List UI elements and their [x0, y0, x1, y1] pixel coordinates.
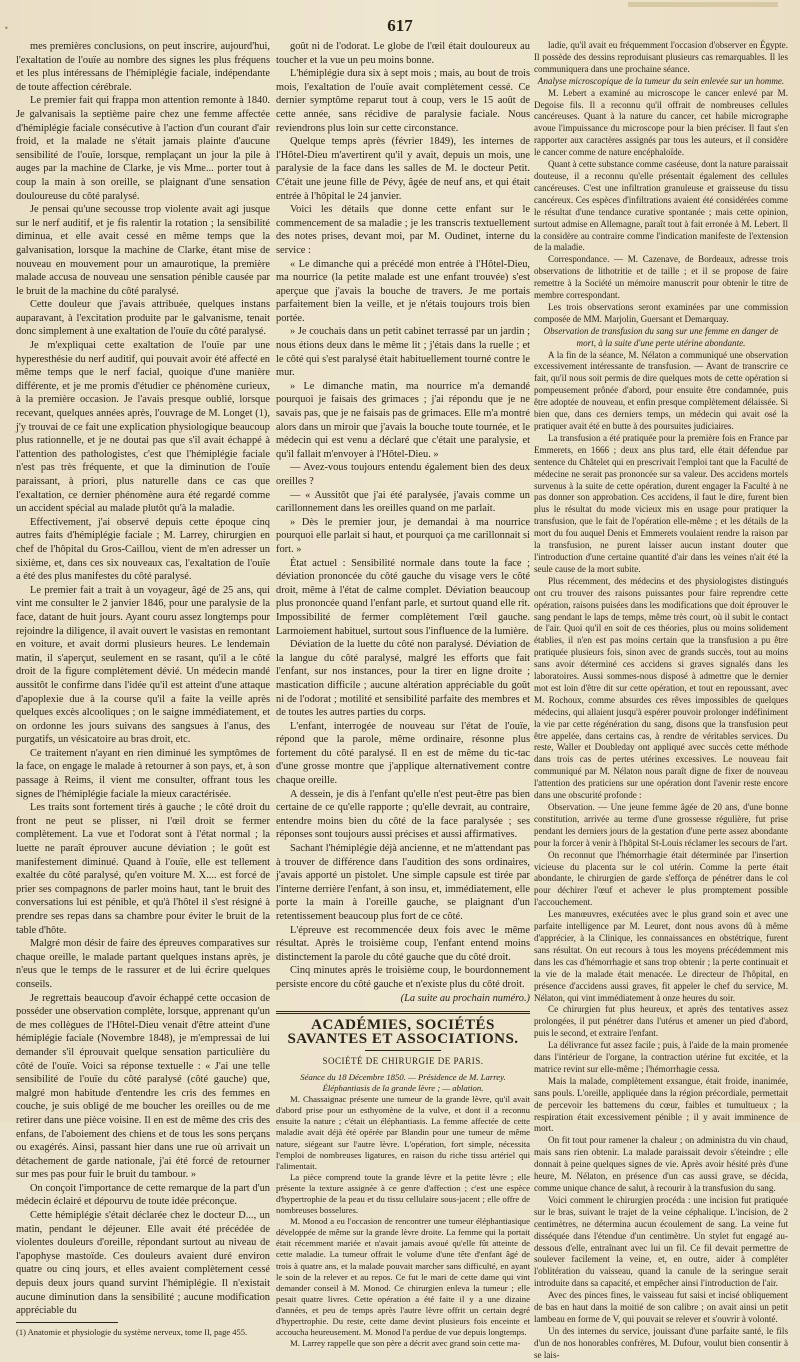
subject-title: Éléphantiasis de la grande lèvre ; — ablation. — [322, 1083, 484, 1094]
scan-mark: • — [4, 24, 9, 33]
paragraph: Quant à cette substance comme caséeuse, dont la nature paraissait douteuse, il a reconnu qu'elle présentait également des cellules cancéreuses. C'est une infiltration granuleuse et graisseuse du tissu cancéreux. Ces espèces d'infiltrations avaient été considérées comme le résultat d'une tendance curative spontanée ; mais cette opinion, surtout admise en Allemagne, paraît tout à fait erronée à M. Lebert. Il la considère au contraire comme l'indication manifeste de l'extension de la maladie. — [534, 159, 788, 253]
paragraph: La pièce comprend toute la grande lèvre et la petite lèvre ; elle présente la texture assignée à ce genre d'affection ; c'est une espèce d'hypertrophie de la peau et du tissu cellulaire sous-jacent ; elle offre de nombreuses bosselures. — [276, 1171, 530, 1216]
paragraph: » Je couchais dans un petit cabinet terrassé par un jardin ; nous étions deux dans le même lit ; j'étais dans la ruelle ; et le côté qui s'est paralysé était habituellement tourné contre le mur. — [276, 326, 530, 379]
paragraph: Voici les détails que donne cette enfant sur le commencement de sa maladie ; je les transcris textuellement des notes prises, devant moi, par M. Oudinet, interne du service : — [276, 204, 530, 256]
column-right — [534, 40, 788, 1360]
paragraph: Cette hémiplégie s'était déclarée chez le docteur D..., un matin, pendant le déjeuner. Elle avait été précédée de violentes douleurs d'oreille, répondant surtout au niveau de l'apophyse mastoïde. Ces douleurs avaient duré environ quatre ou cinq jours, et elles avaient complètement cessé depuis deux jours quand survint l'hémiplégie. Il n'existait aucune diminution dans la sensibilité ; aucune modification appréciable du — [16, 1210, 270, 1317]
paragraph: Ce chirurgien fut plus heureux, et après des tentatives assez prolongées, il put pénétrer dans l'utérus et amener un pied d'abord, puis le second, et extraire l'enfant. — [534, 1004, 788, 1039]
paragraph: L'hémiplégie dura six à sept mois ; mais, au bout de trois mois, l'exaltation de l'ouïe avait complètement cessé. Ce dernier symptôme reparut tout à coup, vers le 15 août de cette année, sans récidive de paralysie faciale. Nous reviendrons plus loin sur cette circonstance. — [276, 68, 530, 134]
paragraph: Plus récemment, des médecins et des physiologistes distingués ont cru trouver des raisons puissantes pour faire reprendre cette opération, raisons puisées dans les modifications que doit éprouver le sang pendant le laps de temps, même très court, où il subit le contact de l'air. Quoi qu'il en soit de ces théories, plus ou moins solidement établies, il n'en est pas moins certain que la transfusion a pu être pratiquée plusieurs fois, sinon avec de grands succès, tout au moins sans avoir déterminé ces accidens si graves signalés dans les laboratoires. Aussi sommes-nous disposé à admettre que le dernier mot est loin d'être dit sur cette opération, et tout en repoussant, avec M. Rochoux, comme absurdes ces rêves impossibles de quelques médecins, qui allaient jusqu'à espérer pouvoir prolonger indéfiniment la vie par cette régénération du sang, disons que la transfusion peut être appelée, dans certains cas, à rendre de véritables services. Du reste, Waller et Doubleday ont appliqué avec succès cette méthode dans trois cas de pertes utérines excessives. Le nouveau fait communiqué par M. Nélaton nous paraît digne de fixer de nouveau l'attention des praticiens sur une opération dont l'avenir reste encore dans une obscurité profonde : — [534, 575, 788, 801]
continuation-note: (La suite au prochain numéro.) — [400, 992, 530, 1004]
paragraph: Déviation de la luette du côté non paralysé. Déviation de la langue du côté paralysé, malgré les efforts que fait l'enfant, sur nos instances, pour la tirer en ligne droite ; mastication difficile ; aucune altération appréciable du goût ni de l'odorat ; motilité et sensibilité parfaite des membres et de toutes les autres parties du corps. — [276, 639, 530, 719]
paragraph: A la fin de la séance, M. Nélaton a communiqué une observation excessivement intéressante de transfusion. — Avant de transcrire ce fait, qu'il nous soit permis de dire quelques mots de cette opération si pompeusement prônée d'abord, pour ensuite être condamnée, puis être adoptée de nouveau, et enfin presque complètement délaissée. Si bien que, dans ces derniers temps, un médecin qui avait osé la pratiquer avait été en butte à des poursuites judiciaires. — [534, 349, 788, 431]
paragraph: M. Chassaignac présente une tumeur de la grande lèvre, qu'il avait d'abord prise pour un esthyomène de la vulve, et dont il a reconnu ensuite la nature ; c'était un éléphantiasis. La femme affectée de cette maladie avait déjà été opérée par Blandin pour une tumeur de même nature, siégeant sur l'autre lèvre. L'opération, fort simple, nécessita l'emploi de nombreuses ligatures, en raison du riche tissu artériel qui l'alimentait. — [276, 1094, 530, 1171]
paragraph: Je regrettais beaucoup d'avoir échappé cette occasion de posséder une observation complète, lorsque, apprenant qu'un de mes collègues de l'Hôtel-Dieu venait d'être atteint d'une hémiplégie faciale (Novembre 1848), je m'empressai de lui demander s'il éprouvait quelque sensation particulière du côté de l'ouïe. Voici sa réponse textuelle : « J'ai une telle sensibilité de l'ouïe du côté paralysé (côté gauche) que, malgré mon habitude d'entendre les cris des femmes en couche, je suis obligé de me boucher les oreilles ou de me retirer dans une pièce voisine. Il en est de même des cris des enfans, de l'aboiement des chiens et de tous les sons perçans ou exagérés. Ainsi, passant hier dans une rue où arrivait un détachement de garde nationale, j'ai été forcé de retourner sur mes pas pour fuir le bruit du tambour. » — [16, 992, 270, 1181]
footnote-rule — [16, 1322, 118, 1323]
paragraph: Un des internes du service, jouissant d'une parfaite santé, le fils d'un de nos honorables confrères, M. Dufour, voulut bien consentir à se lais- — [534, 1325, 788, 1360]
column-left — [16, 40, 270, 1337]
paragraph: Correspondance. — M. Cazenave, de Bordeaux, adresse trois observations de lithotritie et de taille ; et il se propose de faire remettre à la Société un mémoire manuscrit pour obtenir le titre de membre correspondant. — [534, 254, 788, 301]
paragraph: Les trois observations seront examinées par une commission composée de MM. Marjolin, Guersant et Demarquay. — [534, 301, 788, 324]
paragraph: ladie, qu'il avait eu fréquemment l'occasion d'observer en Égypte. Il possède des dessins reproduisant plusieurs cas remarquables. Il les communiquera dans une prochaine séance. — [534, 40, 788, 74]
paragraph: Les manœuvres, exécutées avec le plus grand soin et avec une parfaite intelligence par M. Leuret, dont nous avons dû à même d'apprécier, à la Clinique, les connaissances en obstétrique, furent sans résultat. On eut recours à tous les moyens précédemment mis dans les cas d'hémorrhagie et sans trop obtenir ; la perte continuait et la vie de la malade était menacée. Le directeur de l'hôpital, en présence d'accidens aussi graves, fit appeler le chef du service, M. Nélaton, qui vint immédiatement à onze heures du soir. — [534, 909, 788, 1003]
paragraph: Voici comment le chirurgien procéda : une incision fut pratiquée sur le bras, suivant le trajet de la veine céphalique. L'incision, de 2 centimètres, ne détermina aucun écoulement de sang. La veine fut disséquée dans l'étendue d'un centimètre. Un stylet fut engagé au-dessous d'elle, entraînant avec lui un fil. Ce fil devait permettre de soulever facilement la veine, et, en outre, aider à compléter l'oblitération du vaisseau, quand la canule de la seringue serait introduite dans sa capacité, et empêcher ainsi l'introduction de l'air. — [534, 1194, 788, 1289]
paragraph: Mais la malade, complètement exsangue, était froide, inanimée, sans pouls. L'oreille, appliquée dans la région précordiale, permettait de percevoir les battemens du cœur, faibles et tumultueux ; la respiration était excessivement pénible ; il y avait imminence de mort. — [534, 1075, 788, 1134]
page-number: 617 — [387, 16, 413, 35]
paragraph: Je pensai qu'une secousse trop violente avait agi jusque sur le nerf auditif, et je fis ralentir la rotation ; la sensibilité diminua, et elle avait cessé en même temps que la galvanisation, lorsque la machine de Clarke, étant mise de nouveau en mouvement pour un amaurotique, la première malade accusa de nouveau une sensation pénible causée par le bruit de la machine du côté paralysé. — [16, 204, 270, 297]
paragraph: Sachant l'hémiplégie déjà ancienne, et ne m'attendant pas à trouver de différence dans l'audition des sons ordinaires, j'avais apporté un pistolet. Une simple capsule est tirée par l'interne derrière l'enfant, à son insu, et, immédiatement, elle porte la main à l'oreille gauche, se plaignant d'un retentissement beaucoup plus fort de ce côté. — [276, 843, 530, 922]
subheading: Analyse microscopique de la tumeur du sein enlevée sur un homme. — [537, 75, 785, 86]
paragraph: » Le dimanche matin, ma nourrice m'a demandé pourquoi je faisais des grimaces ; j'ai répondu que je ne savais pas, que je ne faisais pas de grimaces. Elle m'a montré alors dans un miroir que j'avais la bouche toute tournée, et le médecin qui est venu a déclaré que c'était une paralysie, et qu'il fallait m'envoyer à l'Hôtel-Dieu. » — [276, 380, 530, 460]
column-middle — [276, 40, 530, 1349]
paragraph: Avec des pinces fines, le vaisseau fut saisi et incisé obliquement de bas en haut dans la moitié de son calibre ; on avait ainsi un petit lambeau en forme de V, qui pouvait se relever et s'ouvrir à volonté. — [534, 1290, 788, 1324]
paragraph: Cinq minutes après le troisième coup, le bourdonnement persiste encore du côté gauche et n'existe plus du côté droit. — [276, 965, 530, 990]
meeting-line: Séance du 18 Décembre 1850. — Présidence de M. Larrey. — [300, 1071, 506, 1082]
paragraph: On reconnut que l'hémorrhagie était déterminée par l'insertion vicieuse du placenta sur le col utérin. Comme la perte était abondante, le chirurgien de garde s'efforça de pénétrer dans le col pour déchirer l'œuf et achever le plus promptement possible l'accouchement. — [534, 849, 788, 908]
paragraph: M. Monod a eu l'occasion de rencontrer une tumeur éléphantiasique développée de même sur la grande lèvre droite. La femme qui la portait était récemment mariée et n'avait jamais avoué qu'elle fût atteinte de cette maladie. La tumeur offrait le volume d'une tête d'enfant âgé de trois à quatre ans, et la malade pouvait marcher sans difficulté, en ayant le soin de la relever et au repos. Ce fut le mari de cette dame qui vint demander conseil à M. Monod. Ce chirurgien enleva la tumeur ; elle pesait quatre livres. Cette opération a été faite il y a une dizaine d'années, et peu de temps après l'autre lèvre offrit un certain degré d'hypertrophie. Du reste, cette dame devint plusieurs fois enceinte et accoucha heureusement. M. Monod l'a perdue de vue depuis longtemps. — [276, 1216, 530, 1338]
scan-edge-mark — [628, 2, 778, 7]
paragraph: Observation. — Une jeune femme âgée de 20 ans, d'une bonne constitution, arrivée au terme d'une grossesse régulière, fut prise pendant les derniers jours de la gestation d'une perte assez abondante pour la forcer à venir à l'hôpital St-Louis réclamer les secours de l'art. — [534, 802, 788, 848]
paragraph: » Dès le premier jour, je demandai à ma nourrice pourquoi elle parlait si haut, et pourquoi ça me carillonnait si fort. » — [276, 516, 530, 555]
paragraph: — Avez-vous toujours entendu également bien des deux oreilles ? — [276, 462, 530, 487]
paragraph: Le premier fait qui frappa mon attention remonte à 1840. Je galvanisais la septième paire chez une femme affectée d'hémiplégie faciale consécutive à l'action d'un courant d'air froid, et la malade ne s'était jamais plainte d'aucune sensibilité de l'ouïe, lorsque, remplaçant un jour la pile à auges par la machine de Clarke, je vis Mme... porter tout à coup la main à son oreille, se plaignant d'une sensation douloureuse du côté paralysé. — [16, 95, 270, 202]
footnote: (1) Anatomie et physiologie du système nerveux, tome II, page 455. — [16, 1326, 248, 1337]
section-title: ACADÉMIES, SOCIÉTÉS SAVANTES ET ASSOCIATIONS. — [287, 1017, 519, 1047]
paragraph: Malgré mon désir de faire des épreuves comparatives sur chaque oreille, le malade partant quelques instans après, je n'eus que le temps de le rassurer et de lui écrire quelques conseils. — [16, 938, 270, 990]
paragraph: Les traits sont fortement tirés à gauche ; le côté droit du front ne peut se plisser, ni l'œil droit se fermer complètement. La vue et l'odorat sont à l'état normal ; la luette ne paraît éprouver aucune déviation ; le goût est manifestement diminué. Quand à l'ouïe, elle est tellement exaltée du côté paralysé, qu'en voiture M. X.... est forcé de prier ses compagnons de parler moins haut, tant le bruit des conversations lui est pénible, et qu'à l'hôtel il s'est résigné à prendre ses repas dans sa chambre pour éviter le bruit de la table d'hôte. — [16, 802, 270, 936]
paragraph: Quelque temps après (février 1849), les internes de l'Hôtel-Dieu m'avertirent qu'il y avait, depuis un mois, une paralysie de la face dans les salles de M. le docteur Petit. C'était une jeune fille de Pévy, âgée de neuf ans, et qui était entrée à l'hôpital le 24 janvier. — [276, 136, 530, 202]
paragraph: M. Larrey rappelle que son père a décrit avec grand soin cette ma- — [290, 1338, 521, 1349]
paragraph: La délivrance fut assez facile ; puis, à l'aide de la main promenée dans l'intérieur de l'organe, la contraction utérine fut excitée, et la matrice revint sur elle-même ; l'hémorrhagie cessa. — [534, 1040, 788, 1074]
paragraph: A dessein, je dis à l'enfant qu'elle n'est peut-être pas bien certaine de ce qu'elle rapporte ; qu'elle devrait, au contraire, entendre moins bien du côté de la face paralysée ; ses réponses sont toujours aussi précises et aussi affirmatives. — [276, 788, 530, 841]
section-rule — [276, 1011, 530, 1014]
paragraph: — « Aussitôt que j'ai été paralysée, j'avais comme un carillonnement dans les oreilles quand on me parlait. — [276, 489, 530, 515]
paragraph: M. Lebert a examiné au microscope le cancer enlevé par M. Degoise fils. Il a reconnu qu'il offrait de nombreuses cellules cancéreuses. Quant à la nature du cancer, cet habile micrographe avoue l'impuissance du microscope pour la bien préciser. Il faut s'en rapporter aux caractères assignés par tous les auteurs, et il considère le cancer comme de nature encéphaloïde. — [534, 87, 788, 158]
section-rule-thin — [365, 1050, 441, 1051]
paragraph: On conçoit l'importance de cette remarque de la part d'un médecin éclairé et dépourvu de toute idée préconçue. — [16, 1182, 270, 1208]
paragraph: « Le dimanche qui a précédé mon entrée à l'Hôtel-Dieu, ma nourrice (la petite malade est une enfant trouvée) s'est aperçue que j'avais la bouche de travers. Je me portais parfaitement bien la veille, et je n'étais toujours trois bien portée. — [276, 258, 530, 324]
paragraph: État actuel : Sensibilité normale dans toute la face ; déviation prononcée du côté gauche du visage vers le côté droit, même à l'état de calme complet. Déviation beaucoup plus prononcée quand l'enfant parle, et surtout quand elle rit. Impossibilité de fermer complètement l'œil gauche. Larmoiement habituel, surtout sous l'influence de la lumière. — [276, 557, 530, 637]
society-name: SOCIÉTÉ DE CHIRURGIE DE PARIS. — [322, 1056, 484, 1067]
paragraph: Effectivement, j'ai observé depuis cette époque cinq autres faits d'hémiplégie faciale ; M. Larrey, chirurgien en chef de l'hôpital du Gros-Caillou, vient de m'en adresser un sixième, et, dans ces six nouveaux cas, l'exaltation de l'ouïe a été des plus manifestes du côté paralysé. — [16, 516, 270, 583]
paragraph: Ce traitement n'ayant en rien diminué les symptômes de la face, on engage le malade à retourner à son pays, et, à son passage à Reims, il vient me consulter, offrant tous les signes de l'hémiplégie faciale la mieux caractérisée. — [16, 747, 270, 800]
paragraph: Cette douleur que j'avais attribuée, quelques instans auparavant, à l'excitation produite par le galvanisme, tenait donc simplement à une exaltation de l'ouïe du côté paralysé. — [16, 299, 270, 338]
paragraph: Je m'expliquai cette exaltation de l'ouïe par une hyperesthésie du nerf auditif, qui pouvait avoir été affecté en même temps que le nerf facial, quoique d'une manière différente, et je me promis d'étudier ce phénomène curieux, à la première occasion. Je l'avais presque oublié, lorsque recevant, quelques années après, l'ouvrage de M. Longet (1), j'y trouvai de ce fait une explication physiologique beaucoup plus rationnelle, et je ne doutai pas que s'il avait échappé à l'attention des pathologistes, c'est que l'hémiplégie faciale n'est pas très fréquente, et que la diminution de l'ouïe paraissant, à priori, plus naturelle dans ce cas que l'exaltation, ce dernier phénomène aura été regardé comme un accident spécial au malade plutôt qu'à la maladie. — [16, 340, 270, 515]
paragraph: mes premières conclusions, on peut inscrire, aujourd'hui, l'exaltation de l'ouïe au nombre des signes les plus fréquens et les plus intéressans de l'hémiplégie faciale, indépendante de toute affection cérébrale. — [16, 41, 270, 93]
paragraph: On fit tout pour ramener la chaleur ; on administra du vin chaud, mais sans rien obtenir. La malade paraissait devoir s'éteindre ; elle donnait à peine quelques signes de vie. Après avoir hésité près d'une heure, M. Nélaton, en présence d'un cas aussi grave, se décida, comme unique chance de salut, à recourir à la transfusion du sang. — [534, 1135, 788, 1193]
paragraph: Le premier fait a trait à un voyageur, âgé de 25 ans, qui vint me consulter le 2 janvier 1846, pour une paralysie de la face, datant de huit jours. Ayant couru assez longtemps pour rejoindre la diligence, il avait ouvert le vasistas en remontant en voiture, et avait dormi plusieurs heures. Le lendemain matin, il s'aperçut, seulement en se rasant, qu'il a le côté droit de la figure complètement dévié. Un médecin mandé aussitôt le confirme dans l'idée qu'il est atteint d'une attaque d'apoplexie due à la course qu'il a faite la veille après quelques excès alcooliques ; on le saigne immédiatement, et on ordonne les jours suivans des sangsues à l'anus, des purgatifs, un vésicatoire au bras droit, etc. — [16, 584, 270, 746]
paragraph: L'enfant, interrogée de nouveau sur l'état de l'ouïe, répond que la parole, même ordinaire, résonne plus fortement du côté paralysé. Il en est de même du tic-tac d'une grosse montre que j'applique alternativement contre chaque oreille. — [276, 720, 530, 787]
paragraph: L'épreuve est recommencée deux fois avec le même résultat. Après le troisième coup, l'enfant entend moins distinctement la parole du côté gauche que du côté droit. — [276, 924, 530, 963]
paragraph: goût ni de l'odorat. Le globe de l'œil était douloureux au toucher et la vue un peu moins bonne. — [276, 41, 530, 66]
subheading: Observation de transfusion du sang sur une femme en danger de mort, à la suite d'une perte utérine abondante. — [543, 325, 779, 348]
paragraph: La transfusion a été pratiquée pour la première fois en France par Emmerets, en 1666 ; deux ans plus tard, elle était défendue par sentence du Châtelet qui en prescrivait l'emploi tant que la Faculté de médecine ne serait pas prononcée sur sa valeur. Des accidens mortels survenus à la suite de cette opération, durent engager la Faculté à ne pas donner son approbation. Ces accidens, il faut le dire, furent bien plus le résultat du mode vicieux mis en usage pour pratiquer la transfusion, que le fait de l'opération elle-même ; et les détails de la mort du fou auquel Denis et Emmerets voulaient rendre la raison par la transfusion, ne purent laisser aucun instant douter que l'introduction d'une certaine quantité d'air dans les veines n'ait été la seule cause de la mort subite. — [534, 432, 788, 574]
